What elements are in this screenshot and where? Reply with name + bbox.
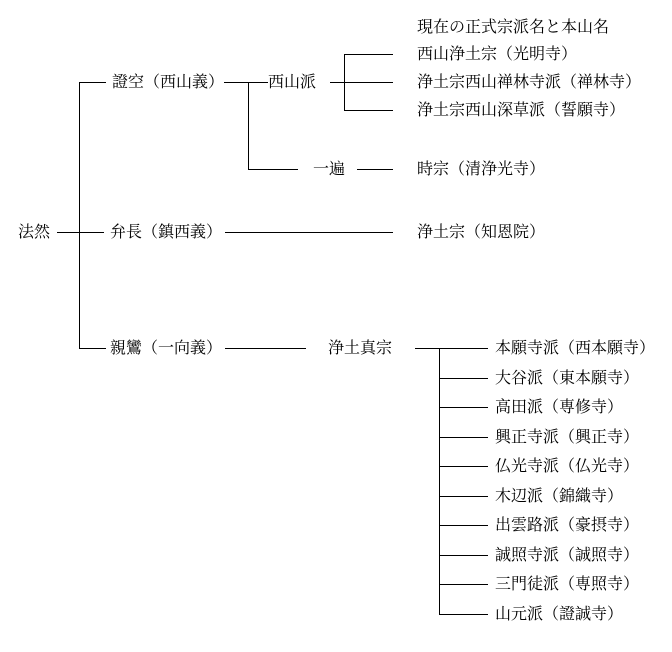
connector-shinshu-sect4	[439, 437, 488, 438]
connector-trunk-shoku	[79, 82, 106, 83]
node-shoku: 證空（西山義）	[112, 72, 225, 91]
sect-fukakusa: 浄土宗西山深草派（誓願寺）	[417, 100, 626, 119]
connector-shinshu-honganji	[415, 348, 488, 349]
connector-shoku-seizanha	[224, 82, 268, 83]
sect-kibe: 木辺派（錦織寺）	[495, 486, 624, 505]
sect-zenrinji: 浄土宗西山禅林寺派（禅林寺）	[417, 72, 642, 91]
connector-shinshu-sect10	[439, 614, 488, 615]
node-ippen: 一遍	[313, 159, 346, 178]
column-header: 現在の正式宗派名と本山名	[417, 17, 610, 36]
sect-seizan-jodoshu: 西山浄土宗（光明寺）	[417, 44, 578, 63]
connector-shinshu-sect5	[439, 466, 488, 467]
node-bencho: 弁長（鎮西義）	[110, 222, 223, 241]
sect-joshoji: 誠照寺派（誠照寺）	[495, 545, 640, 564]
connector-seizan-sect1	[344, 54, 393, 55]
connector-shinshu-sect6	[439, 496, 488, 497]
connector-shinshu-sect2	[439, 378, 488, 379]
sect-koshoji: 興正寺派（興正寺）	[495, 427, 640, 446]
connector-ippen-jishu	[357, 169, 393, 170]
node-honen: 法然	[18, 222, 51, 241]
connector-shinshu-sect7	[439, 525, 488, 526]
sect-honganji: 本願寺派（西本願寺）	[495, 338, 656, 357]
sect-bukkoji: 仏光寺派（仏光寺）	[495, 456, 640, 475]
sect-yamamoto: 山元派（證誠寺）	[495, 604, 624, 623]
sect-jishu: 時宗（清浄光寺）	[417, 159, 546, 178]
sect-izumoji: 出雲路派（豪摂寺）	[495, 515, 640, 534]
shinshu-bracket-vertical	[439, 348, 440, 615]
connector-shinshu-sect3	[439, 407, 488, 408]
node-shinran: 親鸞（一向義）	[110, 338, 223, 357]
connector-honen-trunk	[57, 232, 104, 233]
node-seizanha: 西山派	[268, 72, 317, 91]
connector-seizanha-zenrinji	[330, 82, 393, 83]
sect-otani: 大谷派（東本願寺）	[495, 368, 640, 387]
shoku-branch-vertical	[248, 82, 249, 170]
trunk-line-vertical	[79, 82, 80, 349]
sect-takada: 高田派（専修寺）	[495, 397, 624, 416]
connector-bencho-jodoshu	[225, 232, 393, 233]
connector-shinshu-sect8	[439, 555, 488, 556]
connector-seizan-sect3	[344, 110, 393, 111]
sect-jodoshu: 浄土宗（知恩院）	[417, 222, 546, 241]
connector-shinshu-sect9	[439, 584, 488, 585]
connector-shinran-shinshu	[225, 348, 306, 349]
node-jodoshinshu: 浄土真宗	[328, 338, 393, 357]
sect-sanmonto: 三門徒派（専照寺）	[495, 574, 640, 593]
connector-trunk-shinran	[79, 348, 106, 349]
connector-branch-ippen	[248, 169, 298, 170]
